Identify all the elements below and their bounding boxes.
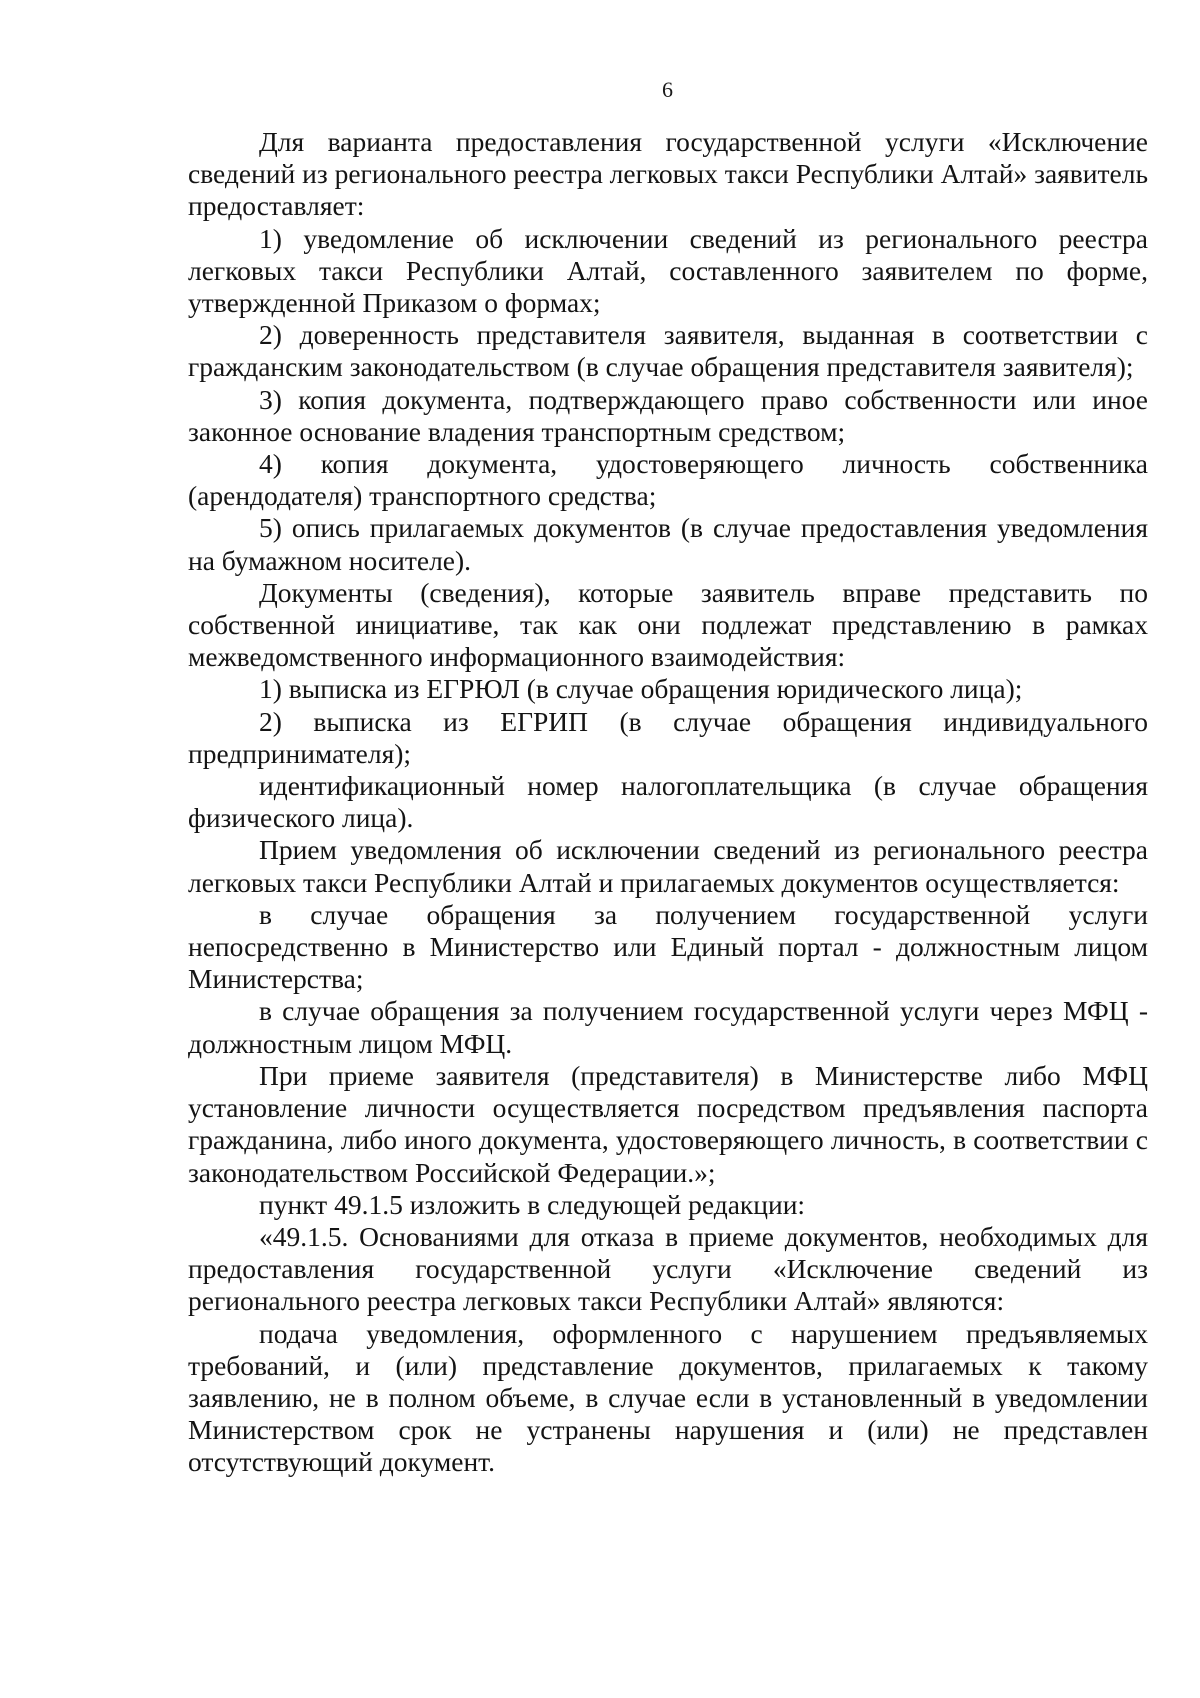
paragraph: пункт 49.1.5 изложить в следующей редакции: bbox=[259, 1188, 806, 1220]
paragraph: Прием уведомления об исключении сведений из регионального реестра легковых такси Республики Алтай и прилагаемых документов осуществляется: bbox=[188, 834, 1148, 898]
paragraph: 2) выписка из ЕГРИП (в случае обращения индивидуального предпринимателя); bbox=[188, 705, 1148, 769]
paragraph: 1) выписка из ЕГРЮЛ (в случае обращения юридического лица); bbox=[259, 673, 1023, 705]
paragraph: «49.1.5. Основаниями для отказа в приеме документов, необходимых для предоставления государственной услуги «Исключение сведений из регионального реестра легковых такси Республики Алтай» являются: bbox=[188, 1220, 1148, 1317]
paragraph: При приеме заявителя (представителя) в Министерстве либо МФЦ установление личности осуществляется посредством предъявления паспорта гражданина, либо иного документа, удостоверяющего личность, в соответствии с законодательством Российской Федерации.»; bbox=[188, 1059, 1148, 1188]
paragraph: 1) уведомление об исключении сведений из регионального реестра легковых такси Республики Алтай, составленного заявителем по форме, утвержденной Приказом о формах; bbox=[188, 222, 1148, 319]
paragraph: 5) опись прилагаемых документов (в случае предоставления уведомления на бумажном носителе). bbox=[188, 512, 1148, 576]
paragraph: Для варианта предоставления государственной услуги «Исключение сведений из регионального реестра легковых такси Республики Алтай» заявитель предоставляет: bbox=[188, 126, 1148, 222]
paragraph: Документы (сведения), которые заявитель вправе представить по собственной инициативе, так как они подлежат представлению в рамках межведомственного информационного взаимодействия: bbox=[188, 576, 1148, 673]
page-number: 6 bbox=[662, 77, 673, 102]
paragraph: в случае обращения за получением государственной услуги непосредственно в Министерство или Единый портал - должностным лицом Министерства; bbox=[188, 898, 1148, 995]
paragraph: в случае обращения за получением государственной услуги через МФЦ - должностным лицом МФЦ. bbox=[188, 995, 1148, 1059]
paragraph: 2) доверенность представителя заявителя, выданная в соответствии с гражданским законодательством (в случае обращения представителя заявителя); bbox=[188, 319, 1148, 383]
paragraph: 4) копия документа, удостоверяющего личность собственника (арендодателя) транспортного средства; bbox=[188, 448, 1148, 512]
paragraph: подача уведомления, оформленного с нарушением предъявляемых требований, и (или) представление документов, прилагаемых к такому заявлению, не в полном объеме, в случае если в установленный в уведомлении Министерством срок не устранены нарушения и (или) не представлен отсутствующий документ. bbox=[188, 1317, 1148, 1478]
document-body bbox=[188, 126, 1148, 1479]
paragraph: 3) копия документа, подтверждающего право собственности или иное законное основание владения транспортным средством; bbox=[188, 383, 1148, 447]
paragraph: идентификационный номер налогоплательщика (в случае обращения физического лица). bbox=[188, 770, 1148, 834]
